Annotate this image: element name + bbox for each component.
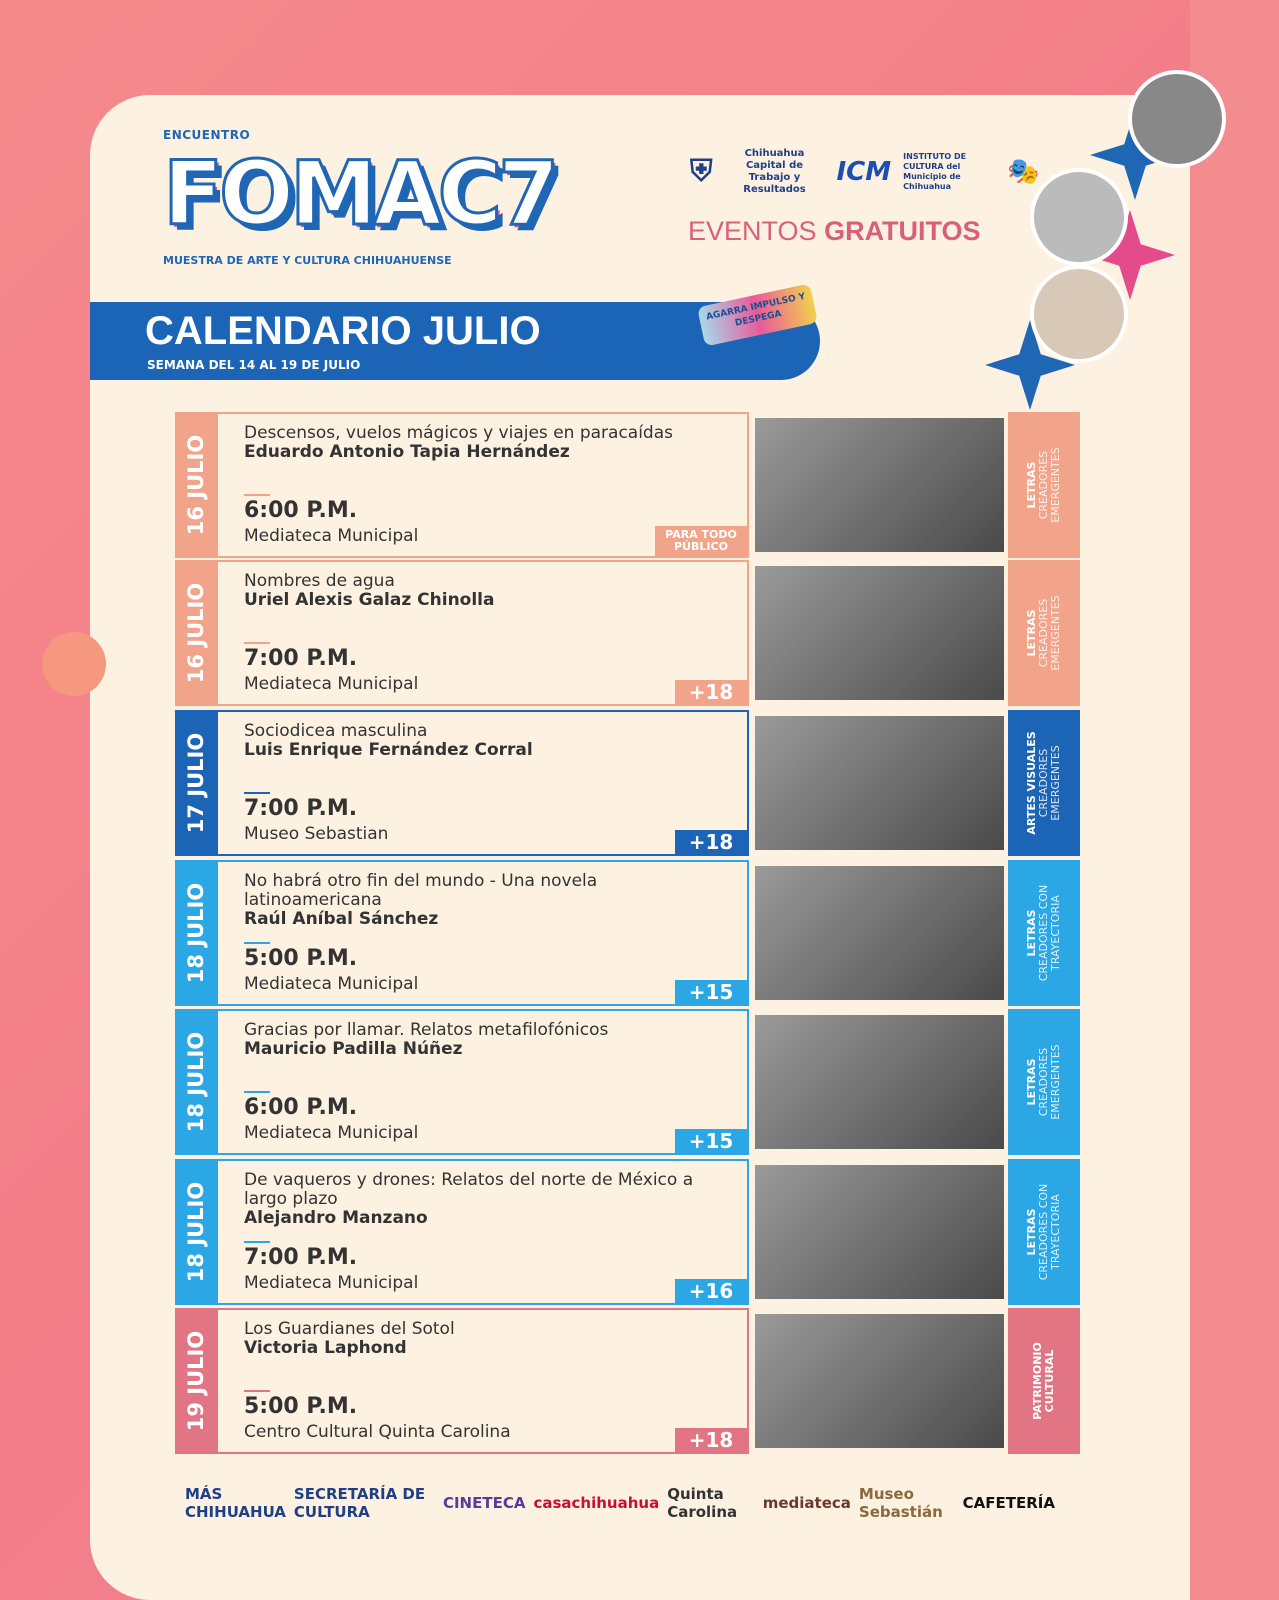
event-details	[218, 860, 749, 1006]
sponsor-logo: casachihuahua	[533, 1494, 660, 1512]
artist-photo	[1128, 70, 1226, 168]
subcategory: CREADORES CON TRAYECTORIA	[1037, 884, 1062, 982]
sponsor-logo: Quinta Carolina	[667, 1485, 738, 1521]
subcategory: CREADORES EMERGENTES	[1037, 595, 1062, 671]
event-date: 18 JULIO	[184, 1181, 209, 1283]
category-strip	[1008, 1159, 1080, 1305]
category: LETRAS	[1025, 909, 1038, 957]
sponsor-logo: SECRETARÍA DE CULTURA	[293, 1485, 426, 1521]
divider	[244, 1091, 270, 1093]
category-label	[1026, 1018, 1062, 1146]
category-strip	[1008, 1308, 1080, 1454]
category-label	[1026, 569, 1062, 697]
event-title: No habrá otro fin del mundo - Una novela latinoamericana	[244, 871, 598, 910]
event-venue: Mediateca Municipal	[244, 974, 419, 994]
gratuitos-word: GRATUITOS	[824, 216, 981, 246]
subcategory: CREADORES CON TRAYECTORIA	[1037, 1183, 1062, 1281]
event-venue: Mediateca Municipal	[244, 526, 419, 546]
divider	[244, 942, 270, 944]
event-info	[244, 722, 704, 760]
category-label	[1026, 869, 1062, 997]
event-details	[218, 1308, 749, 1454]
icm-logo: ICM	[836, 157, 892, 187]
event-info	[244, 572, 704, 610]
event-details	[218, 1159, 749, 1305]
event-photo	[755, 566, 1004, 700]
sponsor-logo: CAFETERÍA	[962, 1494, 1056, 1512]
sponsor-logo: CINETECA	[442, 1494, 526, 1512]
event-info	[244, 1320, 704, 1358]
divider	[244, 494, 270, 496]
event-details	[218, 710, 749, 856]
event-title: Sociodicea masculina	[244, 721, 428, 741]
event-venue: Museo Sebastian	[244, 824, 389, 844]
event-author: Raúl Aníbal Sánchez	[244, 909, 439, 929]
event-time: 5:00 P.M.	[244, 946, 358, 971]
event-time: 7:00 P.M.	[244, 646, 358, 671]
event-row	[175, 1159, 1080, 1305]
event-date: 18 JULIO	[184, 1031, 209, 1133]
divider	[244, 1241, 270, 1243]
event-title: Nombres de agua	[244, 571, 395, 591]
icm-text: INSTITUTO DE CULTURA del Municipio de Chihuahua	[903, 152, 967, 191]
sponsor-logo: Museo Sebastián	[858, 1485, 943, 1521]
event-row	[175, 1308, 1080, 1454]
sponsor-logo: MÁS CHIHUAHUA	[185, 1485, 286, 1521]
event-date: 16 JULIO	[184, 434, 209, 536]
category-label	[1026, 1168, 1062, 1296]
event-date: 19 JULIO	[184, 1330, 209, 1432]
age-badge: +18	[675, 1428, 747, 1452]
date-strip	[175, 860, 218, 1006]
event-photo	[755, 1314, 1004, 1448]
event-venue: Mediateca Municipal	[244, 674, 419, 694]
event-row	[175, 710, 1080, 856]
age-badge: +18	[675, 680, 747, 704]
date-strip	[175, 1308, 218, 1454]
calendar-title: CALENDARIO JULIO	[145, 309, 541, 353]
divider	[244, 642, 270, 644]
fomac-logo: FOMAC7	[163, 142, 556, 245]
event-date: 18 JULIO	[184, 882, 209, 984]
event-title: Descensos, vuelos mágicos y viajes en paracaídas	[244, 423, 674, 443]
event-photo	[755, 1015, 1004, 1149]
event-photo	[755, 418, 1004, 552]
artist-photo	[1030, 265, 1128, 363]
event-row	[175, 1009, 1080, 1155]
event-row	[175, 860, 1080, 1006]
event-author: Eduardo Antonio Tapia Hernández	[244, 442, 570, 462]
category-strip	[1008, 860, 1080, 1006]
artist-photo	[1030, 168, 1128, 266]
event-info	[244, 1021, 704, 1059]
event-row	[175, 560, 1080, 706]
date-strip	[175, 412, 218, 558]
age-badge: PARA TODO PÚBLICO	[655, 526, 747, 556]
category: LETRAS	[1025, 1208, 1038, 1256]
theater-masks-icon: 🎭	[1007, 157, 1040, 187]
category-strip	[1008, 710, 1080, 856]
category: LETRAS	[1025, 461, 1038, 509]
event-time: 6:00 P.M.	[244, 498, 358, 523]
event-author: Mauricio Padilla Núñez	[244, 1039, 463, 1059]
event-title: Los Guardianes del Sotol	[244, 1319, 455, 1339]
free-events-label	[688, 216, 981, 246]
event-venue: Mediateca Municipal	[244, 1273, 419, 1293]
subcategory: CREADORES EMERGENTES	[1037, 1044, 1062, 1120]
date-strip	[175, 1009, 218, 1155]
category-label	[1026, 421, 1062, 549]
subcategory: CREADORES EMERGENTES	[1037, 447, 1062, 523]
subcategory: CREADORES EMERGENTES	[1037, 745, 1062, 821]
event-time: 7:00 P.M.	[244, 796, 358, 821]
rocket-sticker: AGARRA IMPULSO Y DESPEGA	[697, 283, 818, 346]
event-time: 6:00 P.M.	[244, 1095, 358, 1120]
event-details	[218, 1009, 749, 1155]
event-photo	[755, 1165, 1004, 1299]
event-info	[244, 1171, 704, 1228]
event-row	[175, 412, 1080, 558]
event-title: De vaqueros y drones: Relatos del norte de México a largo plazo	[244, 1170, 694, 1209]
event-time: 7:00 P.M.	[244, 1245, 358, 1270]
date-strip	[175, 710, 218, 856]
event-venue: Centro Cultural Quinta Carolina	[244, 1422, 511, 1442]
event-author: Alejandro Manzano	[244, 1208, 428, 1228]
event-author: Luis Enrique Fernández Corral	[244, 740, 533, 760]
event-venue: Mediateca Municipal	[244, 1123, 419, 1143]
event-photo	[755, 866, 1004, 1000]
event-author: Victoria Laphond	[244, 1338, 407, 1358]
category: PATRIMONIO CULTURAL	[1031, 1342, 1056, 1420]
date-strip	[175, 1159, 218, 1305]
logo-subtitle: MUESTRA DE ARTE Y CULTURA CHIHUAHUENSE	[163, 254, 452, 267]
event-time: 5:00 P.M.	[244, 1394, 358, 1419]
sponsor-logo: mediateca	[762, 1494, 851, 1512]
category-strip	[1008, 560, 1080, 706]
category: ARTES VISUALES	[1025, 731, 1038, 835]
divider	[244, 1390, 270, 1392]
event-author: Uriel Alexis Galaz Chinolla	[244, 590, 495, 610]
eventos-word: EVENTOS	[688, 216, 817, 246]
event-date: 16 JULIO	[184, 582, 209, 684]
event-info	[244, 424, 704, 462]
category-label	[1026, 719, 1062, 847]
category: LETRAS	[1025, 1058, 1038, 1106]
chihuahua-logo: Chihuahua Capital de Trabajo y Resultados	[743, 148, 806, 195]
category-strip	[1008, 1009, 1080, 1155]
date-strip	[175, 560, 218, 706]
partner-logos	[690, 148, 1040, 196]
week-label: SEMANA DEL 14 AL 19 DE JULIO	[147, 358, 361, 372]
encuentro-label: ENCUENTRO	[163, 128, 251, 142]
category-strip	[1008, 412, 1080, 558]
age-badge: +16	[675, 1279, 747, 1303]
age-badge: +15	[675, 1129, 747, 1153]
event-details	[218, 560, 749, 706]
background-band	[1190, 0, 1279, 1600]
event-date: 17 JULIO	[184, 732, 209, 834]
sponsor-logos	[185, 1485, 1055, 1521]
age-badge: +18	[675, 830, 747, 854]
crest-icon: ⛨	[690, 154, 713, 189]
category-label	[1032, 1317, 1056, 1445]
divider	[244, 792, 270, 794]
age-badge: +15	[675, 980, 747, 1004]
event-info	[244, 872, 704, 929]
event-details	[218, 412, 749, 558]
event-title: Gracias por llamar. Relatos metafilofónicos	[244, 1020, 609, 1040]
event-photo	[755, 716, 1004, 850]
circle-decoration	[42, 632, 106, 696]
category: LETRAS	[1025, 609, 1038, 657]
